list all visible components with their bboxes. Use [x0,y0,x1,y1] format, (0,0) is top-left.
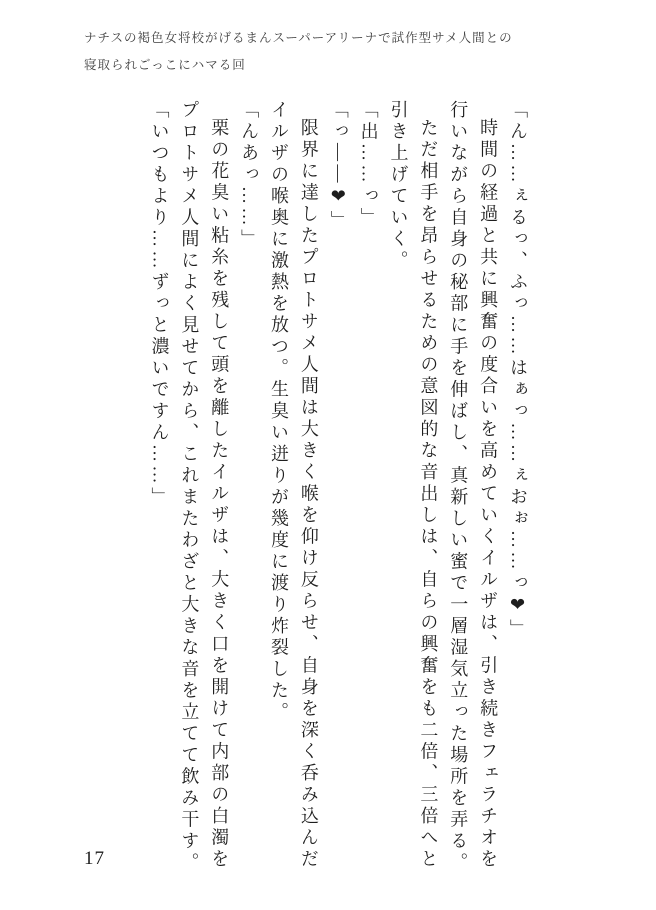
dialogue-line: 「いつもより……ずっと濃いですん……」 [149,100,170,509]
dialogue-line: 「んあっ……」 [239,100,260,251]
chapter-title-line2: 寝取られごっこにハマる回 [84,57,246,72]
chapter-title [84,25,554,79]
dialogue-line: 「ん……ぇるっ、ふっ……はぁっ……ぇおぉ……っ❤」 [508,100,528,641]
narrative-paragraph: 限界に達したプロトサメ人間は大きく喉を仰け反らせ、自身を深く呑み込んだイルザの喉奥に激熱を放つ。生臭い迸りが幾度に渡り炸裂した。 [269,100,319,871]
dialogue-line: 「出……っ」 [358,100,379,229]
narrative-paragraph: 時間の経過と共に興奮の度合いを高めていくイルザは、引き続きフェラチオを行いながら自身の秘部に手を伸ばし、真新しい蜜で一層湿気立った場所を弄る。 [448,100,499,874]
narrative-paragraph: 栗の花臭い粘糸を残して頭を離したイルザは、大きく口を開けて内部の白濁をプロトサメ人間によく見せてから、これまたわざと大きな音を立てて飲み干す。 [179,100,230,874]
dialogue-line: 「っ——❤」 [328,100,349,232]
page-number: 17 [84,848,105,869]
body-text [122,100,532,878]
chapter-title-line1: ナチスの褐色女将校がげるまんスーパーアリーナで試作型サメ人間との [84,31,513,45]
narrative-paragraph: ただ相手を昂らせるための意図的な音出しは、自らの興奮をも二倍、三倍へと引き上げていく。 [388,100,439,871]
